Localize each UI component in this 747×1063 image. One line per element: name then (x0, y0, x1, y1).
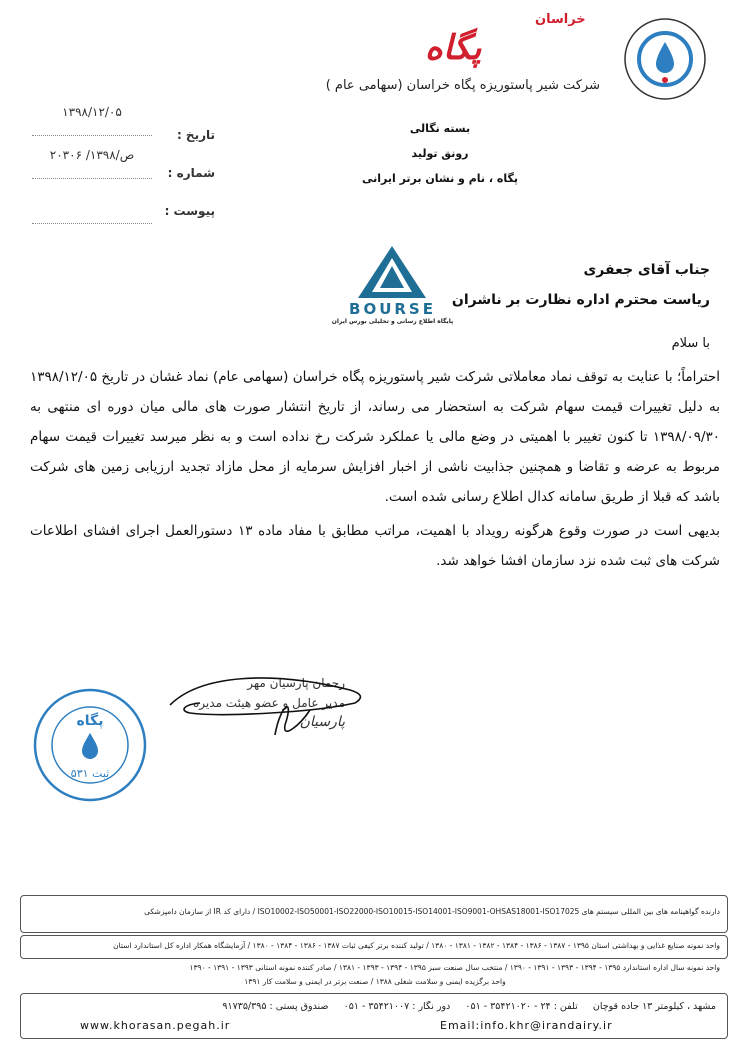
number-label: شماره : (167, 166, 215, 180)
slogan-3: پگاه ، نام و نشان برتر ایرانی (361, 172, 519, 185)
slogan-1: بسته نگالی (409, 122, 471, 135)
greeting: با سلام (671, 336, 710, 351)
brand-logo (415, 12, 615, 72)
footer-row-4: واحد برگزیده ایمنی و سلامت شغلی ۱۳۸۸ / صنعت برتر در ایمنی و سلامت کار ۱۳۹۱ (244, 977, 506, 986)
stamp-reg: ثبت ۵۳۱ (70, 767, 110, 780)
footer-website[interactable]: www.khorasan.pegah.ir (80, 1019, 231, 1032)
date-dotline (32, 125, 152, 136)
footer-fax: دور نگار : ۳۵۴۲۱۰۰۷ - ۰۵۱ (343, 1001, 451, 1012)
footer (20, 895, 730, 1040)
attachment-label: پیوست : (164, 204, 215, 218)
slogan-2: رونق تولید (411, 147, 469, 160)
footer-row-2: واحد نمونه صنایع غذایی و بهداشتی استان ۱۳۹۵ - ۱۳۸۷ - ۱۳۸۶ - ۱۳۸۴ - ۱۳۸۲ - ۱۳۸۱ - ۱۳۸۰ / تولید کننده برتر کیفی ثبات ۱۳۸۷ - ۱۳۸۶ - ۱۳۸۴ - ۱۳۸۰ / آزمایشگاه همکار اداره کل استاندارد استان (113, 941, 720, 950)
bourse-subtitle: پایگاه اطلاع رسانی و تحلیلی بورس ایران (331, 318, 454, 325)
company-seal-icon (620, 14, 710, 104)
meta-values (32, 105, 152, 224)
signer-title: مدیر عامل و عضو هیئت مدیره (193, 696, 345, 710)
number-value: ۲۰۳۰۶ /ص/۱۳۹۸ (49, 148, 135, 162)
handwritten-signature-icon (160, 665, 380, 755)
footer-row-3: واحد نمونه سال اداره استاندارد ۱۳۹۵ - ۱۳۹۴ - ۱۳۹۳ - ۱۳۹۱ - ۱۳۹۰ / منتخب سال صنعت سبز ۱۳۹۵ - ۱۳۹۴ - ۱۳۹۳ - ۱۳۸۱ / صادر کننده نمونه استانی ۱۳۹۳ - ۱۳۹۱ - ۱۳۹۰ (189, 963, 720, 972)
number-dotline (32, 168, 152, 179)
footer-email[interactable]: Email:info.khr@irandairy.ir (440, 1019, 613, 1032)
footer-pobox: صندوق پستی : ۹۱۷۳۵/۳۹۵ (222, 1001, 329, 1012)
footer-row-1: دارنده گواهینامه های بین المللی سیستم های ISO10002-ISO50001-ISO22000-ISO10015-ISO14001-ISO9001-OHSAS18001-ISO17025 / دارای کد IR از سازمان دامپزشکی (144, 907, 720, 916)
attachment-dotline (32, 213, 152, 224)
date-label: تاریخ : (176, 128, 215, 142)
body-paragraph: احتراماً؛ با عنایت به توقف نماد معاملاتی شرکت شیر پاستوریزه پگاه خراسان (سهامی عام) نماد غشان در تاریخ ۱۳۹۸/۱۲/۰۵ به دلیل تغییرات قیمت سهام شرکت به استحضار می رساند، از تاریخ انتشار صورت های مالی میان دوره ای منتهی به ۱۳۹۸/۰۹/۳۰ تا کنون تغییر با اهمیتی در وضع مالی یا عملکرد شرکت رخ نداده است و به نظر میرسد تغییرات قیمت سهام مربوط به عرضه و تقاضا و همچنین جذابیت ناشی از اخبار افزایش سرمایه از محل مازاد تجدید ارزیابی زمین های شرکت باشد که قبلا از طریق سامانه کدال اطلاع رسانی شده است. (30, 369, 720, 505)
signer-name: رحمان پارسیان مهر (247, 676, 345, 690)
footer-frame-bottom (20, 993, 728, 1039)
bourse-word: BOURSE (349, 300, 436, 318)
date-value: ۱۳۹۸/۱۲/۰۵ (62, 105, 122, 119)
letter-body (30, 362, 720, 580)
stamp-brand: پگاه (76, 713, 104, 729)
footer-phone: تلفن : ۲۴ - ۳۵۴۲۱۰۲۰ - ۰۵۱ (465, 1001, 578, 1012)
brand-region: خراسان (535, 12, 586, 27)
company-name: شرکت شیر پاستوریزه پگاه خراسان (سهامی عام ) (325, 78, 600, 93)
footer-address: مشهد ، کیلومتر ۱۳ جاده قوچان (592, 1001, 716, 1012)
addressee-name: جناب آقای جعفری (583, 262, 710, 278)
company-stamp-icon (30, 685, 150, 805)
footer-contact-row (20, 1001, 730, 1012)
brand-name: پگاه (425, 28, 482, 68)
addressee (400, 262, 710, 322)
signer-signed: پارسیان (299, 714, 345, 730)
slogans (340, 122, 540, 197)
addressee-title: ریاست محترم اداره نظارت بر ناشران (451, 292, 710, 308)
body-paragraph: بدیهی است در صورت وقوع هرگونه رویداد با اهمیت، مراتب مطابق با مفاد ماده ۱۳ دستورالعمل اجرای افشای اطلاعات شرکت های ثبت شده نزد سازمان افشا خواهد شد. (30, 523, 720, 569)
